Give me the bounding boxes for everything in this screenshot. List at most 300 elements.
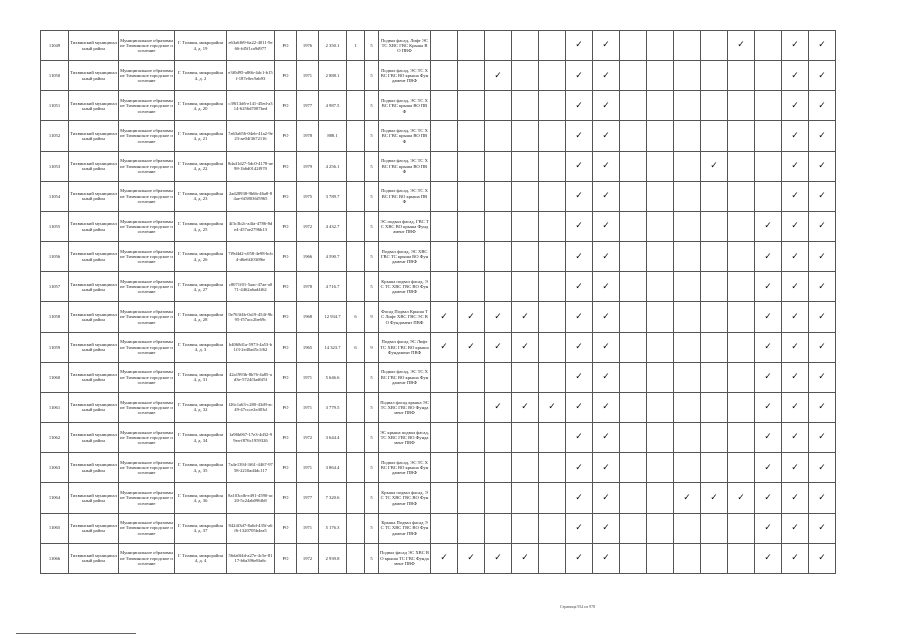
count-a-cell [347,272,365,302]
check-mark-icon: ✓ [728,31,755,61]
empty-mark-cell [431,121,458,151]
district-cell: Тихвинский муниципальный район [69,272,119,302]
check-mark-icon: ✓ [458,543,485,573]
check-mark-icon: ✓ [566,151,593,181]
check-mark-icon: ✓ [593,332,620,362]
empty-mark-cell [458,181,485,211]
check-mark-icon: ✓ [809,362,836,392]
check-mark-icon: ✓ [566,362,593,392]
area-cell: 14 323.7 [319,332,347,362]
count-a-cell [347,483,365,513]
empty-mark-cell [701,242,728,272]
area-cell: 4 716.7 [319,272,347,302]
fund-form-cell: РО [275,453,297,483]
table-row [41,211,836,241]
check-mark-icon: ✓ [755,362,782,392]
empty-mark-cell [701,392,728,422]
empty-mark-cell [539,242,566,272]
check-mark-icon: ✓ [755,453,782,483]
empty-mark-cell [485,242,512,272]
district-cell: Тихвинский муниципальный район [69,242,119,272]
works-cell: ЭС подвал фасад, ГВС ТС ХВС ВО крыша Фундамент ПВФ [379,211,431,241]
empty-mark-cell [512,453,539,483]
floors-cell: 5 [365,513,379,543]
check-mark-icon: ✓ [809,181,836,211]
check-mark-icon: ✓ [593,91,620,121]
check-mark-icon: ✓ [755,272,782,302]
check-mark-icon: ✓ [593,181,620,211]
check-mark-icon: ✓ [593,513,620,543]
check-mark-icon: ✓ [782,543,809,573]
municipality-cell: Муниципальное образование Тихвинское городское поселение [119,543,175,573]
empty-mark-cell [674,302,701,332]
floors-cell: 9 [365,302,379,332]
municipality-cell: Муниципальное образование Тихвинское городское поселение [119,211,175,241]
check-mark-icon: ✓ [512,332,539,362]
check-mark-icon: ✓ [593,242,620,272]
check-mark-icon: ✓ [782,121,809,151]
address-cell: Г. Тихвин, микрорайон 4, д. 19 [175,31,227,61]
check-mark-icon: ✓ [809,453,836,483]
table-row [41,242,836,272]
empty-mark-cell [431,242,458,272]
empty-mark-cell [485,151,512,181]
empty-mark-cell [701,423,728,453]
row-id: 11057 [41,272,69,302]
check-mark-icon: ✓ [485,302,512,332]
empty-mark-cell [620,272,647,302]
check-mark-icon: ✓ [458,302,485,332]
check-mark-icon: ✓ [701,483,728,513]
empty-mark-cell [620,302,647,332]
empty-mark-cell [485,453,512,483]
count-a-cell [347,423,365,453]
empty-mark-cell [647,543,674,573]
empty-mark-cell [431,423,458,453]
empty-mark-cell [458,91,485,121]
address-cell: Г. Тихвин, микрорайон 4, д. 21 [175,121,227,151]
table-row [41,31,836,61]
check-mark-icon: ✓ [755,543,782,573]
empty-mark-cell [512,61,539,91]
empty-mark-cell [539,211,566,241]
empty-mark-cell [539,61,566,91]
address-cell: Г. Тихвин, микрорайон 4, д. 23 [175,181,227,211]
empty-mark-cell [539,181,566,211]
district-cell: Тихвинский муниципальный район [69,31,119,61]
empty-mark-cell [728,513,755,543]
check-mark-icon: ✓ [755,332,782,362]
empty-mark-cell [647,483,674,513]
works-cell: Крыша подвал фасад, ЭС ТС ХВС ГВС ВО Фундамент ПВФ [379,272,431,302]
check-mark-icon: ✓ [782,302,809,332]
floors-cell: 5 [365,181,379,211]
check-mark-icon: ✓ [593,121,620,151]
check-mark-icon: ✓ [593,211,620,241]
empty-mark-cell [512,272,539,302]
floors-cell: 5 [365,242,379,272]
table-row [41,513,836,543]
empty-mark-cell [755,91,782,121]
area-cell: 4 987.5 [319,91,347,121]
check-mark-icon: ✓ [593,151,620,181]
fund-form-cell: РО [275,392,297,422]
works-cell: Крыша Подвал фасад ЭС ТС ХВС ГВС ВО Фундамент ПВФ [379,513,431,543]
guid-cell: 7a63a656-04eb-41a2-9e23-ae04f3672116 [227,121,275,151]
table-row [41,543,836,573]
empty-mark-cell [728,211,755,241]
guid-cell: 8424f3d7-8a6d-435f-a6f6-1320705b4ea5 [227,513,275,543]
check-mark-icon: ✓ [593,453,620,483]
check-mark-icon: ✓ [485,332,512,362]
row-id: 11053 [41,151,69,181]
empty-mark-cell [539,453,566,483]
area-cell: 4 432.7 [319,211,347,241]
check-mark-icon: ✓ [593,272,620,302]
count-a-cell: 6 [347,332,365,362]
empty-mark-cell [512,211,539,241]
municipality-cell: Муниципальное образование Тихвинское городское поселение [119,242,175,272]
row-id: 11056 [41,242,69,272]
empty-mark-cell [431,181,458,211]
table-body [41,31,836,574]
count-a-cell [347,91,365,121]
check-mark-icon: ✓ [755,513,782,543]
table-row [41,362,836,392]
year-cell: 1971 [297,392,319,422]
area-cell: 7 320.6 [319,483,347,513]
guid-cell: 56da0f4d-a27e-4c5e-8117-b6a396e8fa6c [227,543,275,573]
empty-mark-cell [647,151,674,181]
empty-mark-cell [701,31,728,61]
empty-mark-cell [701,543,728,573]
empty-mark-cell [485,272,512,302]
empty-mark-cell [647,272,674,302]
count-a-cell [347,513,365,543]
empty-mark-cell [431,362,458,392]
empty-mark-cell [458,483,485,513]
check-mark-icon: ✓ [593,423,620,453]
floors-cell: 5 [365,423,379,453]
address-cell: Г. Тихвин, микрорайон 4, д. 34 [175,423,227,453]
empty-mark-cell [512,483,539,513]
empty-mark-cell [728,242,755,272]
district-cell: Тихвинский муниципальный район [69,211,119,241]
district-cell: Тихвинский муниципальный район [69,121,119,151]
works-cell: Подвал фасад, ЭС ТС ХВС ГВС крыша ВО ПВФ [379,151,431,181]
empty-mark-cell [539,121,566,151]
count-a-cell [347,543,365,573]
check-mark-icon: ✓ [566,181,593,211]
municipality-cell: Муниципальное образование Тихвинское городское поселение [119,121,175,151]
address-cell: Г. Тихвин, микрорайон 4, д. 22 [175,151,227,181]
empty-mark-cell [728,61,755,91]
fund-form-cell: РО [275,61,297,91]
check-mark-icon: ✓ [566,121,593,151]
empty-mark-cell [647,423,674,453]
works-cell: Фасад Подвал Крыша ТС Лифт ХВС ГВС ЭС ВО Фундамент ПВФ [379,302,431,332]
empty-mark-cell [755,121,782,151]
floors-cell: 5 [365,211,379,241]
year-cell: 1979 [297,151,319,181]
check-mark-icon: ✓ [566,31,593,61]
check-mark-icon: ✓ [593,61,620,91]
empty-mark-cell [728,181,755,211]
check-mark-icon: ✓ [566,242,593,272]
row-id: 11050 [41,61,69,91]
district-cell: Тихвинский муниципальный район [69,151,119,181]
empty-mark-cell [728,362,755,392]
address-cell: Г. Тихвин, микрорайон 4, д. 36 [175,483,227,513]
municipality-cell: Муниципальное образование Тихвинское городское поселение [119,31,175,61]
empty-mark-cell [728,121,755,151]
empty-mark-cell [728,423,755,453]
check-mark-icon: ✓ [809,121,836,151]
address-cell: Г. Тихвин, микрорайон 4, д. 2 [175,61,227,91]
area-cell: 4 256.1 [319,151,347,181]
check-mark-icon: ✓ [782,181,809,211]
area-cell: 5 176.3 [319,513,347,543]
fund-form-cell: РО [275,423,297,453]
empty-mark-cell [701,61,728,91]
year-cell: 1971 [297,362,319,392]
housing-register-table [40,30,836,574]
works-cell: ЭС крыша подвал фасад, ТС ХВС ГВС ВО Фундамент ПВФ [379,423,431,453]
empty-mark-cell [539,483,566,513]
empty-mark-cell [701,272,728,302]
year-cell: 1972 [297,543,319,573]
table-row [41,392,836,422]
row-id: 11063 [41,453,69,483]
district-cell: Тихвинский муниципальный район [69,453,119,483]
count-a-cell [347,453,365,483]
row-id: 11064 [41,483,69,513]
table-row [41,332,836,362]
count-a-cell [347,181,365,211]
empty-mark-cell [755,61,782,91]
check-mark-icon: ✓ [782,61,809,91]
check-mark-icon: ✓ [593,362,620,392]
table-row [41,181,836,211]
empty-mark-cell [647,302,674,332]
fund-form-cell: РО [275,181,297,211]
empty-mark-cell [620,543,647,573]
year-cell: 1968 [297,302,319,332]
empty-mark-cell [647,31,674,61]
year-cell: 1976 [297,31,319,61]
check-mark-icon: ✓ [485,543,512,573]
empty-mark-cell [755,31,782,61]
guid-cell: 1a96b067-17e3-4d32-99ea-f876c1959326 [227,423,275,453]
area-cell: 5 646.6 [319,362,347,392]
check-mark-icon: ✓ [485,61,512,91]
check-mark-icon: ✓ [809,543,836,573]
guid-cell: c39f13d6-e141-45ed-a314-6256d7087bed [227,91,275,121]
address-cell: Г. Тихвин, микрорайон 4, д. 31 [175,362,227,392]
empty-mark-cell [620,242,647,272]
works-cell: Подвал фасад, ЭС ТС ХВС ГВС ВО крыша Фундамент ПВФ [379,61,431,91]
check-mark-icon: ✓ [782,91,809,121]
municipality-cell: Муниципальное образование Тихвинское городское поселение [119,362,175,392]
empty-mark-cell [701,91,728,121]
fund-form-cell: РО [275,121,297,151]
works-cell: Подвал фасад, ЭС ХВС ГВС ТС крыша ВО Фундамент ПВФ [379,242,431,272]
check-mark-icon: ✓ [566,211,593,241]
area-cell: 4 590.7 [319,242,347,272]
fund-form-cell: РО [275,302,297,332]
fund-form-cell: РО [275,211,297,241]
fund-form-cell: РО [275,242,297,272]
check-mark-icon: ✓ [782,483,809,513]
check-mark-icon: ✓ [755,302,782,332]
table-row [41,453,836,483]
address-cell: Г. Тихвин, микрорайон 4, д. 28 [175,302,227,332]
check-mark-icon: ✓ [566,513,593,543]
empty-mark-cell [728,392,755,422]
check-mark-icon: ✓ [566,332,593,362]
count-a-cell [347,392,365,422]
empty-mark-cell [512,423,539,453]
check-mark-icon: ✓ [809,211,836,241]
check-mark-icon: ✓ [809,483,836,513]
empty-mark-cell [431,61,458,91]
area-cell: 3 779.5 [319,392,347,422]
check-mark-icon: ✓ [566,392,593,422]
empty-mark-cell [701,211,728,241]
table-row [41,61,836,91]
check-mark-icon: ✓ [512,392,539,422]
floors-cell: 5 [365,483,379,513]
check-mark-icon: ✓ [809,392,836,422]
empty-mark-cell [485,483,512,513]
works-cell: Подвал фасад, ЭС ТС ХВС ГВС крыша ВО ПВФ [379,121,431,151]
empty-mark-cell [701,121,728,151]
empty-mark-cell [539,543,566,573]
empty-mark-cell [674,91,701,121]
count-a-cell [347,242,365,272]
empty-mark-cell [674,211,701,241]
empty-mark-cell [701,513,728,543]
works-cell: Подвал фасад, ЭС ТС ХВС ГВС ВО крыша Фундамент ПВФ [379,453,431,483]
check-mark-icon: ✓ [809,91,836,121]
empty-mark-cell [539,332,566,362]
works-cell: Подвал фасад, ЭС ТС ХВС ГВС крыша ВО ПВФ [379,91,431,121]
district-cell: Тихвинский муниципальный район [69,423,119,453]
year-cell: 1971 [297,61,319,91]
empty-mark-cell [755,181,782,211]
check-mark-icon: ✓ [593,392,620,422]
table-row [41,423,836,453]
empty-mark-cell [431,211,458,241]
empty-mark-cell [674,151,701,181]
fund-form-cell: РО [275,483,297,513]
check-mark-icon: ✓ [431,302,458,332]
district-cell: Тихвинский муниципальный район [69,61,119,91]
district-cell: Тихвинский муниципальный район [69,302,119,332]
empty-mark-cell [701,362,728,392]
check-mark-icon: ✓ [701,151,728,181]
empty-mark-cell [458,242,485,272]
year-cell: 1965 [297,332,319,362]
empty-mark-cell [647,91,674,121]
floors-cell: 5 [365,392,379,422]
empty-mark-cell [620,181,647,211]
fund-form-cell: РО [275,272,297,302]
guid-cell: c8071f01-5aac-47ae-a071-4462a6ad4f62 [227,272,275,302]
check-mark-icon: ✓ [566,91,593,121]
year-cell: 1978 [297,121,319,151]
empty-mark-cell [755,151,782,181]
floors-cell: 5 [365,31,379,61]
check-mark-icon: ✓ [809,423,836,453]
floors-cell: 5 [365,272,379,302]
check-mark-icon: ✓ [512,543,539,573]
empty-mark-cell [458,31,485,61]
check-mark-icon: ✓ [755,423,782,453]
year-cell: 1975 [297,181,319,211]
check-mark-icon: ✓ [755,242,782,272]
empty-mark-cell [620,332,647,362]
empty-mark-cell [674,332,701,362]
empty-mark-cell [485,513,512,543]
empty-mark-cell [512,362,539,392]
works-cell: Подвал фасад, Лифт ЭС ТС ХВС ГВС Крыша ВО ПВФ [379,31,431,61]
empty-mark-cell [728,332,755,362]
district-cell: Тихвинский муниципальный район [69,181,119,211]
empty-mark-cell [674,61,701,91]
works-cell: Подвал фасад, ЭС ТС ХВС ГВС ВО крыша ПВФ [379,181,431,211]
table-row [41,91,836,121]
check-mark-icon: ✓ [809,242,836,272]
empty-mark-cell [647,362,674,392]
empty-mark-cell [647,61,674,91]
address-cell: Г. Тихвин, микрорайон 4, д. 32 [175,392,227,422]
count-a-cell: 6 [347,302,365,332]
empty-mark-cell [512,181,539,211]
empty-mark-cell [674,31,701,61]
floors-cell: 5 [365,362,379,392]
row-id: 11058 [41,302,69,332]
empty-mark-cell [728,272,755,302]
year-cell: 1971 [297,513,319,543]
check-mark-icon: ✓ [809,332,836,362]
address-cell: Г. Тихвин, микрорайон 4, д. 25 [175,211,227,241]
empty-mark-cell [512,91,539,121]
check-mark-icon: ✓ [782,272,809,302]
empty-mark-cell [512,513,539,543]
check-mark-icon: ✓ [566,453,593,483]
empty-mark-cell [620,61,647,91]
empty-mark-cell [458,392,485,422]
year-cell: 1966 [297,242,319,272]
empty-mark-cell [458,121,485,151]
row-id: 11061 [41,392,69,422]
check-mark-icon: ✓ [782,423,809,453]
area-cell: 3 864.4 [319,453,347,483]
empty-mark-cell [539,31,566,61]
floors-cell: 5 [365,453,379,483]
district-cell: Тихвинский муниципальный район [69,513,119,543]
empty-mark-cell [728,453,755,483]
check-mark-icon: ✓ [809,61,836,91]
fund-form-cell: РО [275,513,297,543]
empty-mark-cell [674,242,701,272]
district-cell: Тихвинский муниципальный район [69,91,119,121]
empty-mark-cell [431,151,458,181]
empty-mark-cell [458,513,485,543]
fund-form-cell: РО [275,31,297,61]
empty-mark-cell [485,423,512,453]
